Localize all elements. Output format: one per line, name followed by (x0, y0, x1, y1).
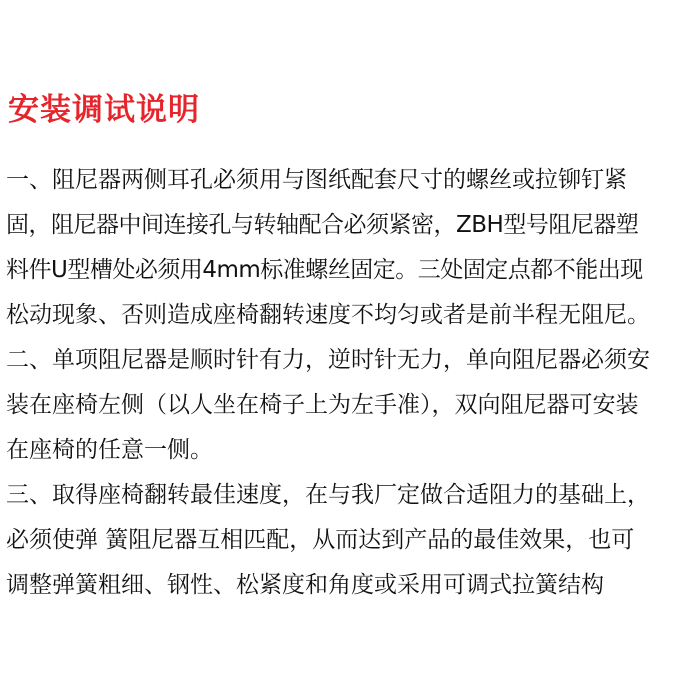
document-title: 安装调试说明 (8, 92, 200, 128)
text-line-7: 在座椅的任意一侧。 (6, 437, 213, 463)
text-line-4: 松动现象、否则造成座椅翻转速度不均匀或者是前半程无阻尼。 (6, 302, 650, 328)
instructions-body (6, 160, 698, 610)
text-line-3: 料件U型槽处必须用4mm标准螺丝固定。三处固定点都不能出现 (6, 257, 643, 283)
text-line-5: 二、单项阻尼器是顺时针有力，逆时针无力，单向阻尼器必须安 (6, 347, 650, 373)
text-line-9: 必须使弹 簧阻尼器互相匹配，从而达到产品的最佳效果，也可 (6, 527, 635, 553)
text-line-6: 装在座椅左侧（以人坐在椅子上为左手准），双向阻尼器可安装 (6, 392, 639, 418)
text-line-10: 调整弹簧粗细、钢性、松紧度和角度或采用可调式拉簧结构 (6, 572, 604, 598)
text-line-1: 一、阻尼器两侧耳孔必须用与图纸配套尺寸的螺丝或拉铆钉紧 (6, 167, 627, 193)
text-line-8: 三、取得座椅翻转最佳速度，在与我厂定做合适阻力的基础上， (6, 482, 650, 508)
text-line-2: 固，阻尼器中间连接孔与转轴配合必须紧密，ZBH型号阻尼器塑 (6, 212, 639, 238)
